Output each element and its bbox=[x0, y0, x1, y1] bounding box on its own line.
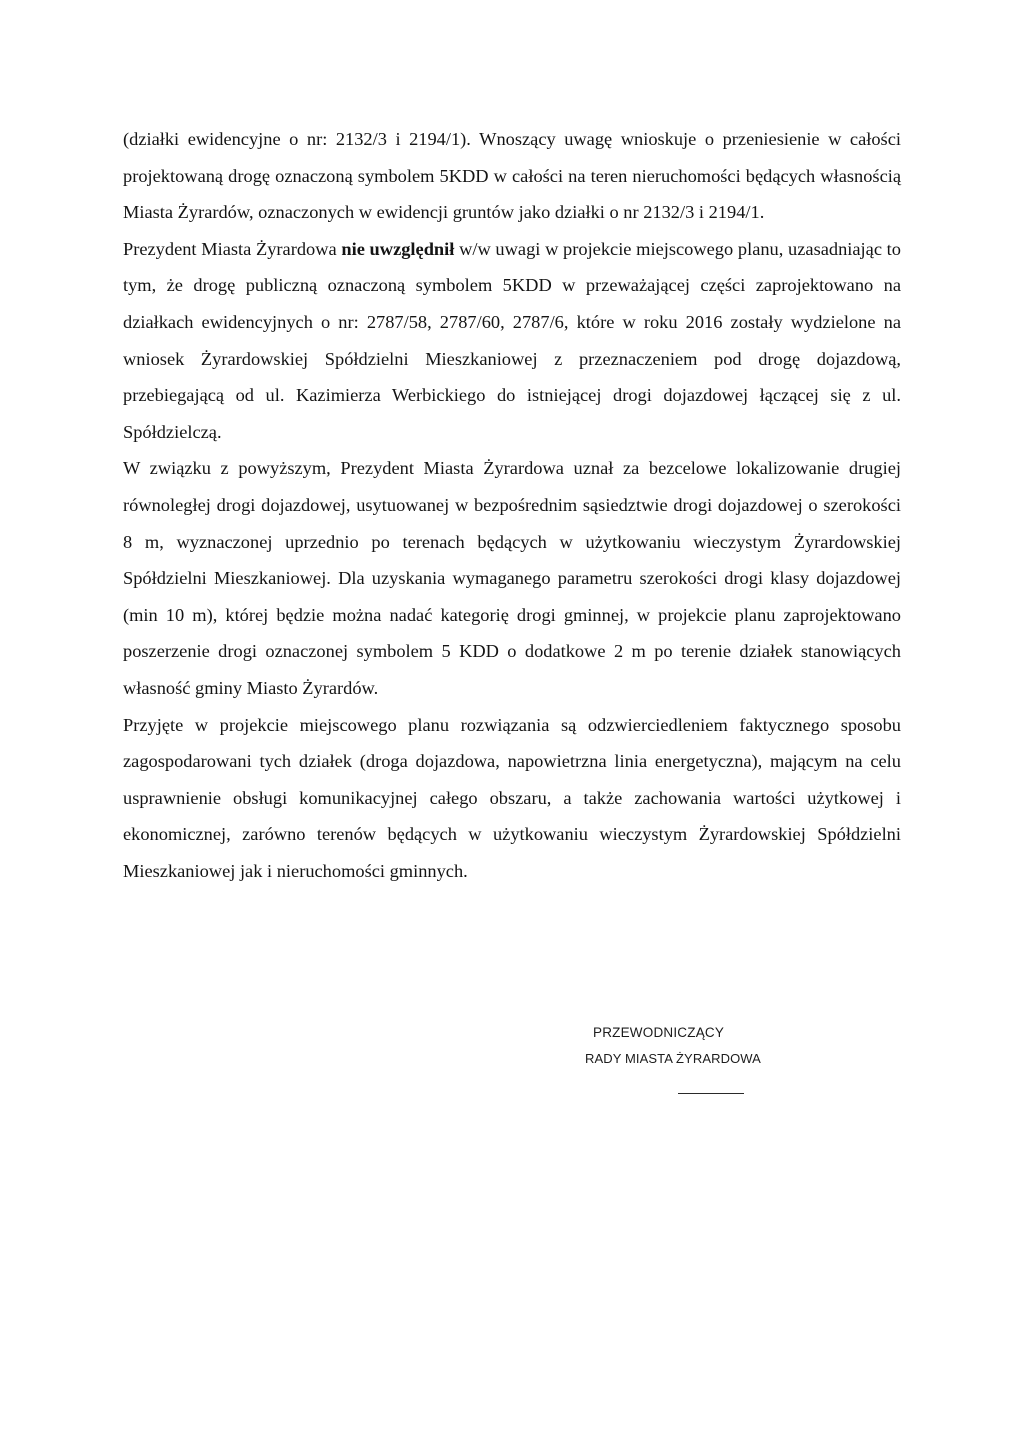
paragraph-text: w/w uwagi w projekcie miejscowego planu, uzasadniając to tym, że drogę publiczną oznaczoną symbolem 5KDD w przeważającej części zaprojektowano na działkach ewidencyjnych o nr: 2787/58, 2787/60, 2787/6, które w roku 2016 zostały wydzielone na wniosek Żyrardowskiej Spółdzielni Mieszkaniowej z przeznaczeniem pod drogę dojazdową, przebiegającą od ul. Kazimierza Werbickiego do istniejącej drogi dojazdowej łączącej się z ul. Spółdzielczą. bbox=[123, 238, 901, 442]
paragraph-text: (działki ewidencyjne o nr: 2132/3 i 2194/1). Wnoszący uwagę wnioskuje o przeniesienie w całości projektowaną drogę oznaczoną symbolem 5KDD w całości na teren nieruchomości będących własnością Miasta Żyrardów, oznaczonych w ewidencji gruntów jako działki o nr 2132/3 i 2194/1. bbox=[123, 129, 901, 223]
document-body bbox=[123, 121, 901, 889]
paragraph-justification bbox=[123, 450, 901, 706]
paragraph-text: Prezydent Miasta Żyrardowa bbox=[123, 238, 342, 259]
paragraph-text: Przyjęte w projekcie miejscowego planu rozwiązania są odzwierciedleniem faktycznego sposobu zagospodarowani tych działek (droga dojazdowa, napowietrzna linia energetyczna), mającym na celu usprawnienie obsługi komunikacyjnej całego obszaru, a także zachowania wartości użytkowej i ekonomicznej, zarówno terenów będących w użytkowaniu wieczystym Żyrardowskiej Spółdzielni Mieszkaniowej jak i nieruchomości gminnych. bbox=[123, 714, 901, 881]
paragraph-parcels-request bbox=[123, 121, 901, 231]
paragraph-planning-solutions bbox=[123, 707, 901, 890]
signature-title: PRZEWODNICZĄCY bbox=[593, 1025, 725, 1040]
signature-body: RADY MIASTA ŻYRARDOWA bbox=[585, 1051, 761, 1066]
paragraph-text: W związku z powyższym, Prezydent Miasta Żyrardowa uznał za bezcelowe lokalizowanie drugiej równoległej drogi dojazdowej, usytuowanej w bezpośrednim sąsiedztwie drogi dojazdowej o szerokości 8 m, wyznaczonej uprzednio po terenach będących w użytkowaniu wieczystym Żyrardowskiej Spółdzielni Mieszkaniowej. Dla uzyskania wymaganego parametru szerokości drogi klasy dojazdowej (min 10 m), której będzie można nadać kategorię drogi gminnej, w projekcie planu zaprojektowano poszerzenie drogi oznaczonej symbolem 5 KDD o dodatkowe 2 m po terenie działek stanowiących własność gminy Miasto Żyrardów. bbox=[123, 458, 901, 698]
signature-line bbox=[678, 1093, 744, 1094]
decision-emphasis: nie uwzględnił bbox=[341, 238, 455, 259]
paragraph-president-decision bbox=[123, 231, 901, 451]
